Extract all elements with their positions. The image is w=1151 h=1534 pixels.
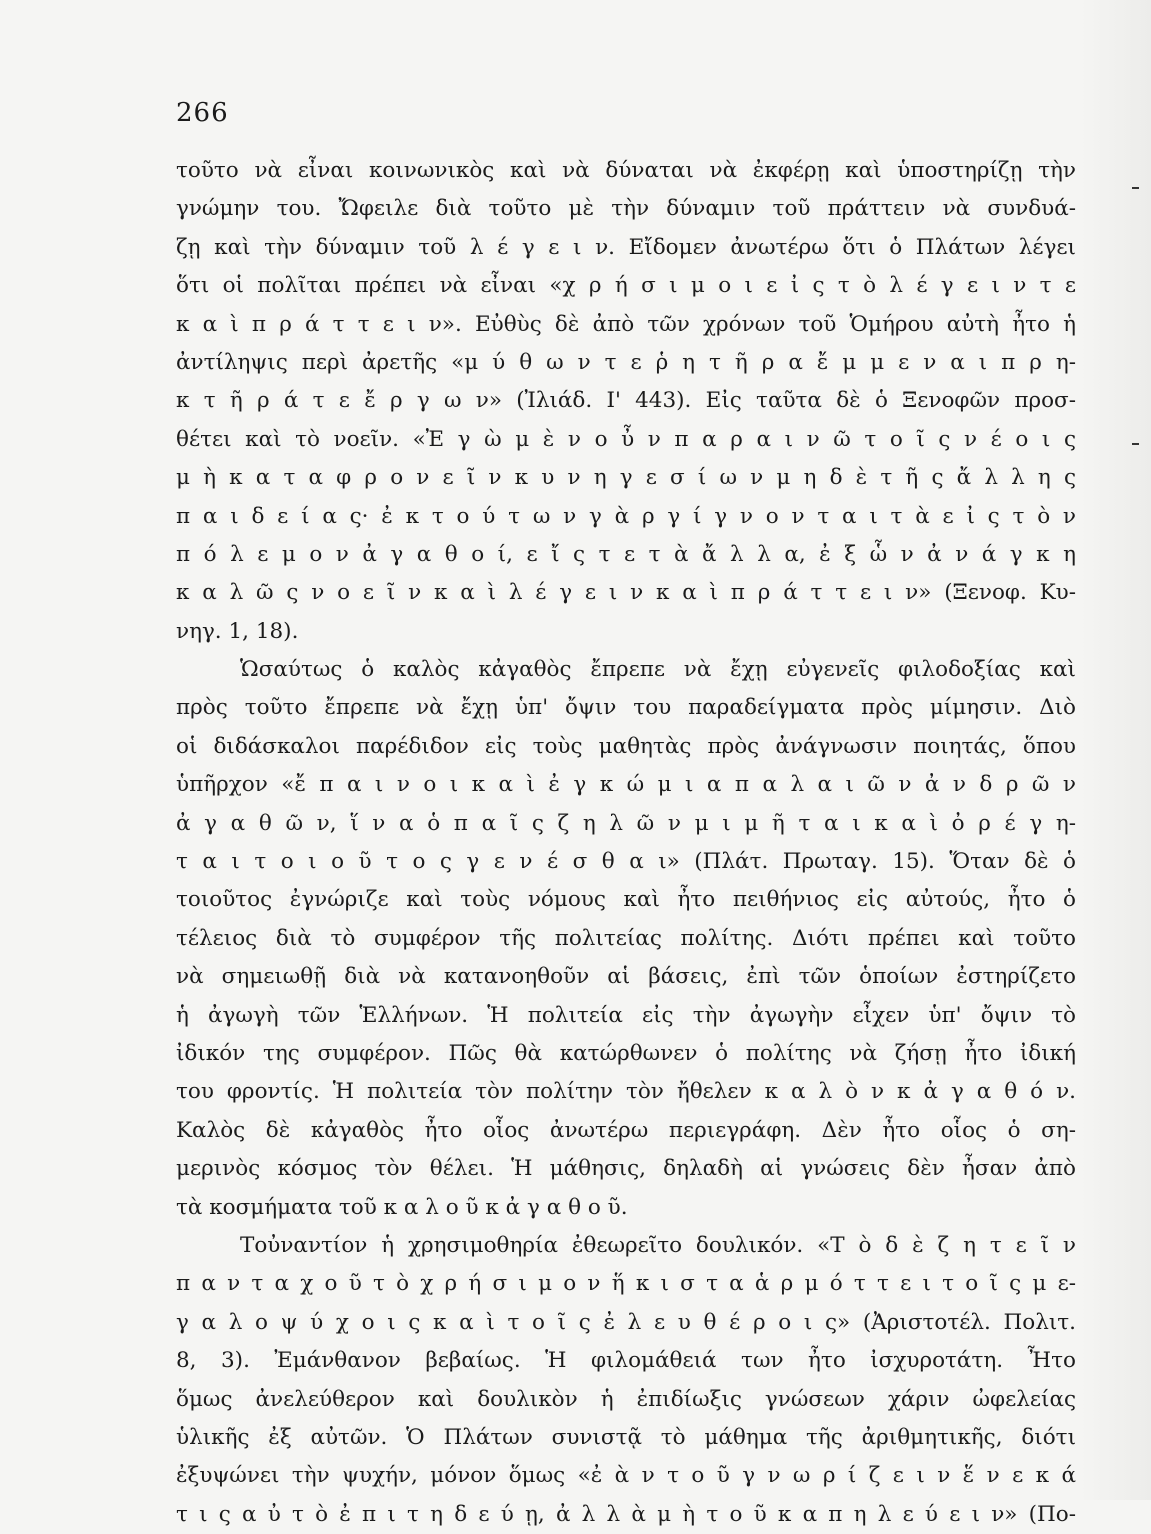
text-line: οἱ διδάσκαλοι παρέδιδον εἰς τοὺς μαθητὰς πρὸς ἀνάγνωσιν ποιητάς, ὅπου — [176, 733, 1076, 759]
text-line: θέτει καὶ τὸ νοεῖν. «Ἐ γ ὼ μ ὲ ν ο ὖ ν π α ρ α ι ν ῶ τ ο ῖ ς ν έ ο ι ς — [176, 426, 1076, 452]
text-line: κ α λ ῶ ς ν ο ε ῖ ν κ α ὶ λ έ γ ε ι ν κ α ὶ π ρ ά τ τ ε ι ν» (Ξενοφ. Κυ- — [176, 580, 1076, 606]
text-line: Τοὐναντίον ἡ χρησιμοθηρία ἐθεωρεῖτο δουλικόν. «Τ ὸ δ ὲ ζ η τ ε ῖ ν — [240, 1232, 1076, 1258]
text-line: τοιοῦτος ἐγνώριζε καὶ τοὺς νόμους καὶ ἦτο πειθήνιος εἰς αὐτούς, ἦτο ὁ — [176, 887, 1076, 913]
margin-mark — [1132, 443, 1139, 445]
text-line: τ ι ς α ὐ τ ὸ ἐ π ι τ η δ ε ύ ῃ, ἀ λ λ ὰ μ ὴ τ ο ῦ κ α π η λ ε ύ ε ι ν» (Πο- — [176, 1501, 1076, 1527]
text-line: νὰ σημειωθῇ διὰ νὰ κατανοηθοῦν αἱ βάσεις, ἐπὶ τῶν ὁποίων ἐστηρίζετο — [176, 964, 1076, 990]
text-line: τ α ι τ ο ι ο ῦ τ ο ς γ ε ν έ σ θ α ι» (Πλάτ. Πρωταγ. 15). Ὅταν δὲ ὁ — [176, 849, 1076, 875]
body-text — [176, 152, 1076, 1534]
text-line: 8, 3). Ἐμάνθανον βεβαίως. Ἡ φιλομάθειά των ἦτο ἰσχυροτάτη. Ἦτο — [176, 1348, 1076, 1374]
text-line: γ α λ ο ψ ύ χ ο ι ς κ α ὶ τ ο ῖ ς ἐ λ ε υ θ έ ρ ο ι ς» (Ἀριστοτέλ. Πολιτ. — [176, 1309, 1076, 1335]
text-line: π α ν τ α χ ο ῦ τ ὸ χ ρ ή σ ι μ ο ν ἥ κ ι σ τ α ἁ ρ μ ό τ τ ε ι τ ο ῖ ς μ ε- — [176, 1271, 1076, 1297]
text-line: πρὸς τοῦτο ἔπρεπε νὰ ἔχῃ ὑπ' ὄψιν του παραδείγματα πρὸς μίμησιν. Διὸ — [176, 695, 1076, 721]
text-line: ἡ ἀγωγὴ τῶν Ἑλλήνων. Ἡ πολιτεία εἰς τὴν ἀγωγὴν εἶχεν ὑπ' ὄψιν τὸ — [176, 1002, 1076, 1028]
text-line: ἐξυψώνει τὴν ψυχήν, μόνον ὅμως «ἐ ὰ ν τ ο ῦ γ ν ω ρ ί ζ ε ι ν ἕ ν ε κ ά — [176, 1463, 1076, 1489]
text-line: Ὡσαύτως ὁ καλὸς κἀγαθὸς ἔπρεπε νὰ ἔχῃ εὐγενεῖς φιλοδοξίας καὶ — [240, 657, 1076, 683]
scan-edge-shadow — [1081, 0, 1151, 1500]
text-line: Καλὸς δὲ κἀγαθὸς ἦτο οἷος ἀνωτέρω περιεγράφη. Δὲν ἦτο οἷος ὁ ση- — [176, 1117, 1076, 1143]
text-line: π α ι δ ε ί α ς· ἐ κ τ ο ύ τ ω ν γ ὰ ρ γ ί γ ν ο ν τ α ι τ ὰ ε ἰ ς τ ὸ ν — [176, 503, 1076, 529]
text-line: γνώμην του. Ὤφειλε διὰ τοῦτο μὲ τὴν δύναμιν τοῦ πράττειν νὰ συνδυά- — [176, 196, 1076, 222]
text-line: ἀντίληψις περὶ ἀρετῆς «μ ύ θ ω ν τ ε ῥ η τ ῆ ρ α ἔ μ μ ε ν α ι π ρ η- — [176, 349, 1076, 375]
text-line: ὑλικῆς ἐξ αὐτῶν. Ὁ Πλάτων συνιστᾷ τὸ μάθημα τῆς ἀριθμητικῆς, διότι — [176, 1424, 1076, 1450]
text-line: ὅμως ἀνελεύθερον καὶ δουλικὸν ἡ ἐπιδίωξις γνώσεων χάριν ὠφελείας — [176, 1386, 1076, 1412]
text-line: ἰδικόν της συμφέρον. Πῶς θὰ κατώρθωνεν ὁ πολίτης νὰ ζήσῃ ἦτο ἰδική — [176, 1040, 1076, 1066]
page-number: 266 — [176, 98, 229, 128]
text-line: π ό λ ε μ ο ν ἀ γ α θ ο ί, ε ἴ ς τ ε τ ὰ ἄ λ λ α, ἐ ξ ὧ ν ἀ ν ά γ κ η — [176, 541, 1076, 567]
text-line: τέλειος διὰ τὸ συμφέρον τῆς πολιτείας πολίτης. Διότι πρέπει καὶ τοῦτο — [176, 925, 1076, 951]
text-line: τὰ κοσμήματα τοῦ κ α λ ο ῦ κ ἀ γ α θ ο ῦ. — [176, 1194, 628, 1220]
margin-mark — [1132, 187, 1139, 189]
text-line: του φροντίς. Ἡ πολιτεία τὸν πολίτην τὸν ἤθελεν κ α λ ὸ ν κ ἀ γ α θ ό ν. — [176, 1079, 1076, 1105]
text-line: νηγ. 1, 18). — [176, 618, 299, 644]
text-line: μ ὴ κ α τ α φ ρ ο ν ε ῖ ν κ υ ν η γ ε σ ί ω ν μ η δ ὲ τ ῆ ς ἄ λ λ η ς — [176, 465, 1076, 491]
text-line: κ τ ῆ ρ ά τ ε ἔ ρ γ ω ν» (Ἰλιάδ. Ι' 443). Εἰς ταῦτα δὲ ὁ Ξενοφῶν προσ- — [176, 388, 1076, 414]
text-line: τοῦτο νὰ εἶναι κοινωνικὸς καὶ νὰ δύναται νὰ ἐκφέρῃ καὶ ὑποστηρίζῃ τὴν — [176, 158, 1076, 183]
text-line: μερινὸς κόσμος τὸν θέλει. Ἡ μάθησις, δηλαδὴ αἱ γνώσεις δὲν ἦσαν ἀπὸ — [176, 1156, 1076, 1182]
text-line: ζῃ καὶ τὴν δύναμιν τοῦ λ έ γ ε ι ν. Εἴδομεν ἀνωτέρω ὅτι ὁ Πλάτων λέγει — [176, 234, 1076, 260]
text-line: ὅτι οἱ πολῖται πρέπει νὰ εἶναι «χ ρ ή σ ι μ ο ι ε ἰ ς τ ὸ λ έ γ ε ι ν τ ε — [176, 273, 1076, 299]
text-line: κ α ὶ π ρ ά τ τ ε ι ν». Εὐθὺς δὲ ἀπὸ τῶν χρόνων τοῦ Ὁμήρου αὐτὴ ἦτο ἡ — [176, 311, 1076, 337]
text-line: ἀ γ α θ ῶ ν, ἵ ν α ὁ π α ῖ ς ζ η λ ῶ ν μ ι μ ῆ τ α ι κ α ὶ ὀ ρ έ γ η- — [176, 810, 1076, 836]
text-line: ὑπῆρχον «ἔ π α ι ν ο ι κ α ὶ ἐ γ κ ώ μ ι α π α λ α ι ῶ ν ἀ ν δ ρ ῶ ν — [176, 772, 1076, 798]
